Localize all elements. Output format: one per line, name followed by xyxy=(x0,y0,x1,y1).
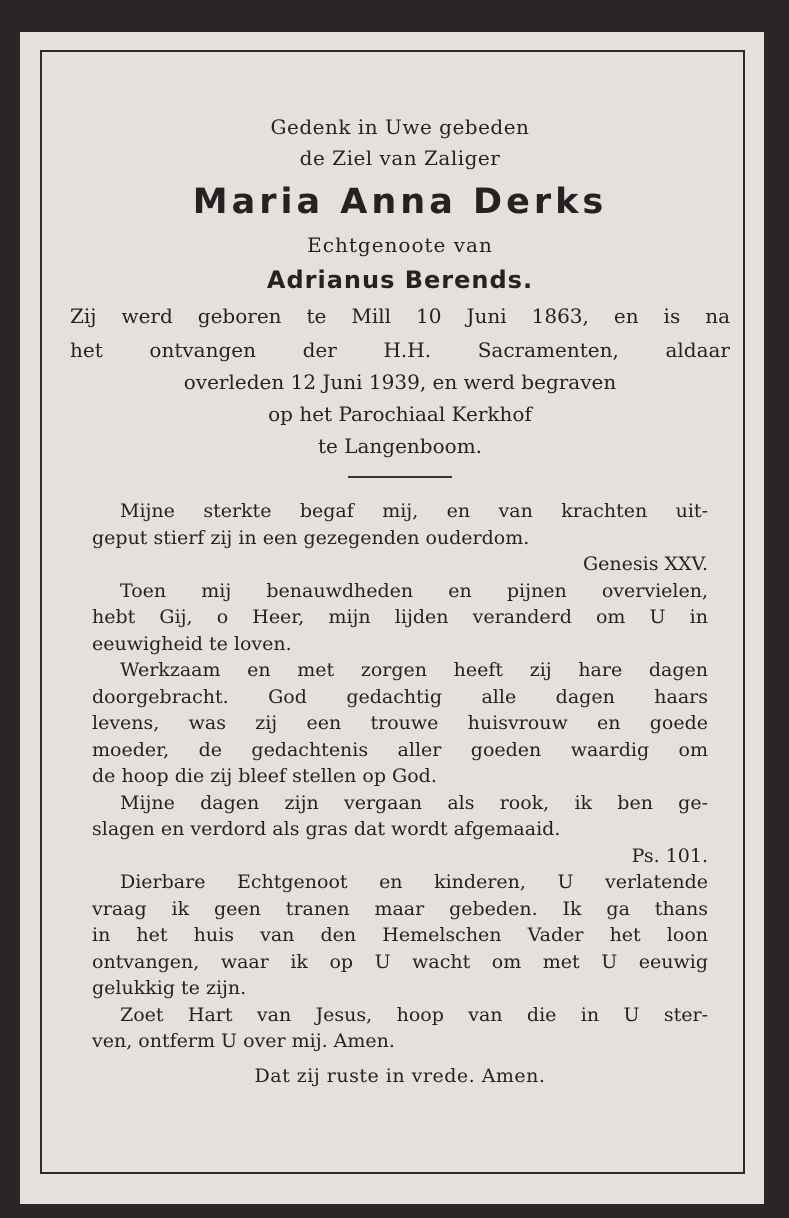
spouse-name: Adrianus Berends. xyxy=(266,266,534,294)
verse-reference: Genesis XXV. xyxy=(582,553,708,575)
verses xyxy=(92,498,708,1055)
verse-line: ontvangen, waar ik op U wacht om met U eeuwig xyxy=(92,950,708,973)
deceased-name: Maria Anna Derks xyxy=(192,182,608,222)
verse-line: Mijne dagen zijn vergaan als rook, ik ben ge- xyxy=(120,791,708,814)
verse-paragraph xyxy=(92,869,708,1002)
verse-line: Mijne sterkte begaf mij, en van krachten uit- xyxy=(120,500,708,522)
memorial-card xyxy=(20,32,764,1204)
verse-line: gelukkig te zijn. xyxy=(92,977,247,999)
verse-line: Toen mij benauwdheden en pijnen overvielen, xyxy=(120,579,708,602)
verse-paragraph xyxy=(92,657,708,790)
verse-line: vraag ik geen tranen maar gebeden. Ik ga thans xyxy=(92,897,708,920)
verse-line: doorgebracht. God gedachtig alle dagen haars xyxy=(92,685,708,708)
verse-line: ven, ontferm U over mij. Amen. xyxy=(92,1030,395,1052)
bio-line: het ontvangen der H.H. Sacramenten, aldaar xyxy=(70,338,730,362)
card-content xyxy=(70,112,730,1087)
verse-paragraph xyxy=(92,498,708,578)
intro-line-1: Gedenk in Uwe gebeden xyxy=(270,115,530,139)
bio-line: te Langenboom. xyxy=(317,434,483,458)
verse-line: moeder, de gedachtenis aller goeden waardig om xyxy=(92,738,708,761)
verse-line: Dierbare Echtgenoot en kinderen, U verlatende xyxy=(120,871,708,893)
verse-line: slagen en verdord als gras dat wordt afgemaaid. xyxy=(92,818,561,840)
closing-prayer: Dat zij ruste in vrede. Amen. xyxy=(254,1064,546,1087)
verse-line: de hoop die zij bleef stellen op God. xyxy=(92,765,437,787)
verse-line: eeuwigheid te loven. xyxy=(92,632,292,655)
divider xyxy=(348,476,452,478)
verse-line: hebt Gij, o Heer, mijn lijden veranderd om U in xyxy=(92,606,708,628)
biography xyxy=(70,300,730,462)
verse-line: levens, was zij een trouwe huisvrouw en goede xyxy=(92,712,708,734)
intro-line-2: de Ziel van Zaliger xyxy=(299,146,501,170)
verse-line: Zoet Hart van Jesus, hoop van die in U ster- xyxy=(120,1003,708,1026)
verse-paragraph xyxy=(92,1002,708,1055)
intro xyxy=(70,112,730,174)
verse-reference: Ps. 101. xyxy=(631,844,708,867)
verse-line: geput stierf zij in een gezegenden ouderdom. xyxy=(92,526,530,549)
verse-paragraph xyxy=(92,578,708,658)
bio-line: overleden 12 Juni 1939, en werd begraven xyxy=(183,370,617,394)
bio-line: Zij werd geboren te Mill 10 Juni 1863, en is na xyxy=(70,304,730,328)
verse-paragraph xyxy=(92,790,708,870)
bio-line: op het Parochiaal Kerkhof xyxy=(268,402,532,426)
verse-line: in het huis van den Hemelschen Vader het loon xyxy=(92,924,708,946)
spouse-label: Echtgenoote van xyxy=(307,233,493,257)
verse-line: Werkzaam en met zorgen heeft zij hare dagen xyxy=(120,659,708,681)
